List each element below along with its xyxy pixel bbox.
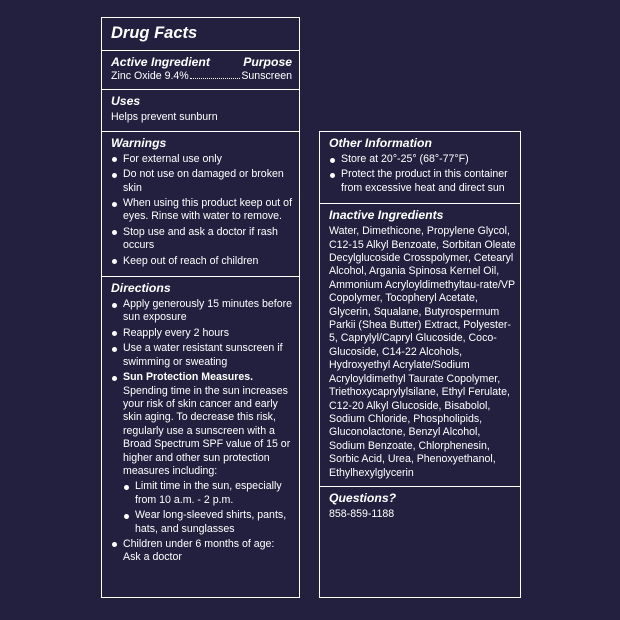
direction-item: Reapply every 2 hours bbox=[111, 327, 292, 340]
inactive-ingredients-heading: Inactive Ingredients bbox=[329, 208, 444, 223]
children-item: Children under 6 months of age: Ask a doctor bbox=[111, 538, 292, 565]
drug-facts-continued-panel bbox=[319, 131, 521, 598]
directions-heading: Directions bbox=[111, 281, 171, 296]
inactive-ingredients-section bbox=[320, 203, 520, 486]
active-ingredient-section bbox=[102, 50, 299, 89]
warnings-heading: Warnings bbox=[111, 135, 167, 150]
active-ingredient-name: Zinc Oxide 9.4% bbox=[111, 70, 189, 82]
uses-text: Helps prevent sunburn bbox=[111, 111, 218, 124]
active-ingredient-heading: Active Ingredient bbox=[111, 55, 210, 69]
drug-facts-title: Drug Facts bbox=[111, 24, 198, 42]
warning-item: Keep out of reach of children bbox=[111, 255, 292, 268]
other-information-item: Protect the product in this container from excessive heat and direct sun bbox=[329, 168, 513, 195]
sun-protection-text: Spending time in the sun increases your risk of skin cancer and early skin aging. To decrease this risk, regularly use a sunscreen with a Broad Spectrum SPF value of 15 or higher and other sun protection measures including: bbox=[123, 384, 291, 477]
direction-item: Use a water resistant sunscreen if swimming or sweating bbox=[111, 342, 292, 369]
warning-item: Stop use and ask a doctor if rash occurs bbox=[111, 226, 292, 253]
sun-protection-item bbox=[111, 371, 292, 536]
other-information-heading: Other Information bbox=[329, 136, 432, 150]
warning-item: For external use only bbox=[111, 153, 292, 166]
sun-protection-sublist bbox=[123, 480, 292, 536]
uses-section bbox=[102, 89, 299, 130]
warning-item: Do not use on damaged or broken skin bbox=[111, 168, 292, 195]
drug-facts-panel bbox=[101, 17, 300, 598]
other-information-item: Store at 20°-25° (68°-77°F) bbox=[329, 153, 513, 166]
other-information-section bbox=[320, 132, 520, 203]
warnings-section bbox=[102, 131, 299, 276]
drug-facts-title-section bbox=[102, 18, 299, 50]
direction-item: Apply generously 15 minutes before sun exposure bbox=[111, 298, 292, 325]
directions-section bbox=[102, 276, 299, 573]
active-ingredient-purpose: Sunscreen bbox=[241, 70, 292, 82]
sun-protection-title: Sun Protection Measures. bbox=[123, 371, 254, 384]
questions-section bbox=[320, 486, 520, 527]
warnings-list bbox=[111, 153, 292, 268]
other-information-list bbox=[329, 153, 513, 195]
purpose-heading: Purpose bbox=[243, 55, 292, 69]
active-ingredient-row bbox=[111, 70, 292, 83]
dot-leader bbox=[190, 78, 241, 79]
sun-protection-subitem: Limit time in the sun, especially from 10 a.m. - 2 p.m. bbox=[123, 480, 292, 507]
directions-list bbox=[111, 298, 292, 565]
uses-heading: Uses bbox=[111, 94, 141, 109]
warning-item: When using this product keep out of eyes. Rinse with water to remove. bbox=[111, 197, 292, 224]
inactive-ingredients-text: Water, Dimethicone, Propylene Glycol, C12-15 Alkyl Benzoate, Sorbitan Oleate Decylglucoside Crosspolymer, Cetearyl Alcohol, Argania Spinosa Kernel Oil, Ammonium Acryloyldimethyltau-rate/VP Copolymer, Tocopheryl Acetate, Glycerin, Squalane, Butyrospermum Parkii (Shea Butter) Extract, Polyester-5, Caprylyl/Capryl Glucoside, Coco-Glucoside, C14-22 Alcohols, Hydroxyethyl Acrylate/Sodium Acryloyldimethyl Taurate Copolymer, Triethoxycaprylylsilane, Ethyl Ferulate, C12-20 Alkyl Glucoside, Bisabolol, Sodium Chloride, Phospholipids, Gluconolactone, Benzyl Alcohol, Sodium Benzoate, Chlorphenesin, Sorbic Acid, Urea, Phenoxyethanol, Ethylhexylglycerin bbox=[329, 225, 516, 479]
questions-phone[interactable]: 858-859-1188 bbox=[329, 507, 395, 520]
sun-protection-subitem: Wear long-sleeved shirts, pants, hats, and sunglasses bbox=[123, 509, 292, 536]
questions-heading: Questions? bbox=[329, 490, 397, 505]
